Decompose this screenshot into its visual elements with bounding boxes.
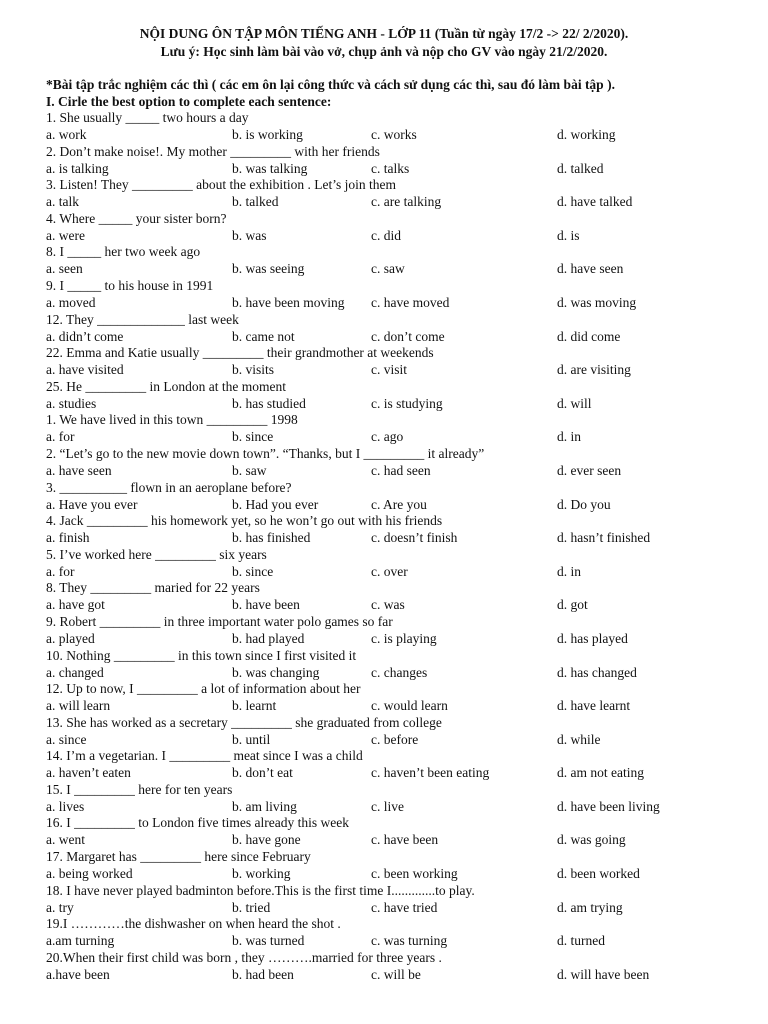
option-c: c. Are you (371, 496, 427, 512)
option-d: d. while (557, 731, 601, 747)
option-d: d. am not eating (557, 765, 644, 781)
option-a: a. have visited (46, 362, 124, 378)
option-d: d. will (557, 395, 592, 411)
option-a: a. have seen (46, 462, 112, 478)
question-item (0, 243, 768, 277)
option-a: a. is talking (46, 160, 109, 176)
option-c: c. had seen (371, 462, 431, 478)
option-a: a. try (46, 899, 74, 915)
worksheet-title: NỘI DUNG ÔN TẬP MÔN TIẾNG ANH - LỚP 11 (Tuần từ ngày 17/2 -> 22/ 2/2020). (139, 26, 629, 41)
question-item (0, 445, 768, 479)
question-item (0, 411, 768, 445)
question-item (0, 512, 768, 546)
option-d: d. has played (557, 630, 628, 646)
option-d: d. ever seen (557, 462, 622, 478)
option-a: a. for (46, 429, 75, 445)
option-d: d. turned (557, 933, 605, 949)
question-stem: 20.When their first child was born , they ……….married for three years . (46, 949, 442, 965)
question-item (0, 781, 768, 815)
question-stem: 19.I …………the dishwasher on when heard the shot . (46, 916, 341, 932)
option-b: b. came not (232, 328, 295, 344)
question-stem: 14. I’m a vegetarian. I _________ meat since I was a child (46, 748, 363, 764)
option-d: d. has changed (557, 664, 637, 680)
option-a: a. didn’t come (46, 328, 124, 344)
question-item (0, 546, 768, 580)
option-d: d. working (557, 127, 616, 142)
option-d: d. hasn’t finished (557, 530, 651, 546)
option-a: a. played (46, 630, 95, 646)
question-stem: 22. Emma and Katie usually _________ their grandmother at weekends (46, 345, 434, 361)
option-a: a. studies (46, 395, 97, 411)
question-item (0, 747, 768, 781)
option-a: a. will learn (46, 698, 111, 714)
question-item (0, 479, 768, 513)
question-stem: 8. They _________ maried for 22 years (46, 580, 260, 596)
option-b: b. have gone (232, 832, 301, 848)
option-b: b. have been moving (232, 294, 345, 310)
option-b: b. am living (232, 798, 297, 814)
option-c: c. are talking (371, 194, 442, 210)
submission-note: Lưu ý: Học sinh làm bài vào vở, chụp ảnh và nộp cho GV vào ngày 21/2/2020. (160, 44, 608, 59)
option-b: b. was talking (232, 160, 308, 176)
option-a: a. were (46, 227, 85, 243)
option-d: d. will have been (557, 966, 650, 982)
option-b: b. was seeing (232, 261, 305, 277)
option-d: d. are visiting (557, 362, 631, 378)
option-a: a. went (46, 832, 85, 848)
option-b: b. has studied (232, 395, 306, 411)
option-a: a.am turning (46, 933, 115, 949)
option-c: c. have been (371, 832, 439, 848)
option-b: b. has finished (232, 530, 311, 546)
question-stem: 4. Where _____ your sister born? (46, 210, 227, 226)
option-c: c. did (371, 227, 401, 243)
question-item (0, 915, 768, 949)
question-item (0, 109, 768, 143)
option-a: a. seen (46, 261, 83, 277)
question-stem: 2. “Let’s go to the new movie down town”. “Thanks, but I _________ it already” (46, 445, 485, 461)
question-stem: 17. Margaret has _________ here since February (46, 849, 311, 865)
question-item (0, 344, 768, 378)
question-stem: 5. I’ve worked here _________ six years (46, 546, 267, 562)
option-a: a. for (46, 563, 75, 579)
option-a: a. since (46, 731, 87, 747)
option-d: d. have been living (557, 798, 660, 814)
option-c: c. don’t come (371, 328, 445, 344)
option-c: c. works (371, 127, 417, 142)
option-d: d. been worked (557, 866, 640, 882)
option-c: c. visit (371, 362, 407, 378)
option-d: d. Do you (557, 496, 611, 512)
option-b: b. have been (232, 597, 300, 613)
question-stem: 9. Robert _________ in three important water polo games so far (46, 613, 393, 629)
option-a: a. changed (46, 664, 104, 680)
option-c: c. before (371, 731, 419, 747)
option-c: c. changes (371, 664, 428, 680)
option-c: c. talks (371, 160, 410, 176)
option-d: d. have talked (557, 194, 633, 210)
question-item (0, 143, 768, 177)
option-b: b. was turned (232, 933, 305, 949)
exercise-instruction: *Bài tập trắc nghiệm các thì ( các em ôn lại công thức và cách sử dụng các thì, sau đó làm bài tập ). (46, 77, 615, 92)
question-stem: 9. I _____ to his house in 1991 (46, 277, 214, 293)
question-item (0, 949, 768, 983)
option-c: c. saw (371, 261, 405, 277)
question-item (0, 613, 768, 647)
option-c: c. would learn (371, 698, 448, 714)
question-stem: 15. I _________ here for ten years (46, 781, 233, 797)
option-c: c. haven’t been eating (371, 765, 490, 781)
question-stem: 8. I _____ her two week ago (46, 244, 201, 260)
option-b: b. until (232, 731, 271, 747)
option-b: b. since (232, 563, 274, 579)
option-c: c. over (371, 563, 408, 579)
option-d: d. in (557, 563, 582, 579)
option-a: a. moved (46, 294, 96, 310)
question-item (0, 714, 768, 748)
option-d: d. is (557, 227, 580, 243)
question-stem: 12. Up to now, I _________ a lot of information about her (46, 681, 361, 697)
option-b: b. talked (232, 194, 279, 210)
question-item (0, 378, 768, 412)
option-c: c. was turning (371, 933, 448, 949)
question-item (0, 311, 768, 345)
option-c: c. is playing (371, 630, 437, 646)
option-c: c. live (371, 798, 404, 814)
option-b: b. was changing (232, 664, 320, 680)
option-c: c. ago (371, 429, 404, 445)
question-item (0, 277, 768, 311)
option-c: c. will be (371, 966, 421, 982)
option-d: d. am trying (557, 899, 623, 915)
question-item (0, 848, 768, 882)
option-c: c. doesn’t finish (371, 530, 458, 546)
question-item (0, 579, 768, 613)
option-b: b. was (232, 227, 267, 243)
question-stem: 12. They _____________ last week (46, 311, 239, 327)
option-b: b. had been (232, 966, 294, 982)
option-b: b. since (232, 429, 274, 445)
question-stem: 10. Nothing _________ in this town since I first visited it (46, 647, 357, 663)
option-b: b. had played (232, 630, 305, 646)
option-c: c. is studying (371, 395, 443, 411)
option-c: c. have tried (371, 899, 438, 915)
question-stem: 1. She usually _____ two hours a day (46, 110, 249, 125)
question-stem: 3. __________ flown in an aeroplane before? (46, 479, 292, 495)
option-d: d. was going (557, 832, 626, 848)
option-c: c. have moved (371, 294, 450, 310)
question-item (0, 176, 768, 210)
question-stem: 2. Don’t make noise!. My mother _________ with her friends (46, 143, 380, 159)
option-a: a. finish (46, 530, 90, 546)
option-a: a. work (46, 127, 87, 142)
option-a: a. have got (46, 597, 105, 613)
option-a: a. lives (46, 798, 85, 814)
question-stem: 25. He _________ in London at the moment (46, 378, 286, 394)
question-item (0, 647, 768, 681)
option-b: b. is working (232, 127, 303, 142)
question-item (0, 210, 768, 244)
option-a: a. Have you ever (46, 496, 138, 512)
option-c: c. been working (371, 866, 458, 882)
option-d: d. have seen (557, 261, 624, 277)
option-d: d. did come (557, 328, 621, 344)
option-b: b. Had you ever (232, 496, 319, 512)
option-b: b. learnt (232, 698, 277, 714)
question-stem: 13. She has worked as a secretary _________ she graduated from college (46, 714, 442, 730)
option-b: b. saw (232, 462, 267, 478)
question-item (0, 680, 768, 714)
question-item (0, 882, 768, 916)
option-b: b. tried (232, 899, 271, 915)
question-list (0, 109, 768, 982)
option-d: d. in (557, 429, 582, 445)
option-a: a. being worked (46, 866, 133, 882)
option-d: d. was moving (557, 294, 637, 310)
question-stem: 3. Listen! They _________ about the exhibition . Let’s join them (46, 177, 396, 193)
option-b: b. don’t eat (232, 765, 293, 781)
question-stem: 16. I _________ to London five times already this week (46, 815, 349, 831)
option-a: a. talk (46, 194, 79, 210)
option-b: b. working (232, 866, 291, 882)
option-d: d. talked (557, 160, 604, 176)
option-a: a.have been (46, 966, 110, 982)
question-stem: 4. Jack _________ his homework yet, so he won’t go out with his friends (46, 513, 443, 529)
question-stem: 18. I have never played badminton before.This is the first time I.............to play. (46, 882, 475, 898)
option-c: c. was (371, 597, 405, 613)
option-b: b. visits (232, 362, 275, 378)
option-d: d. got (557, 597, 588, 613)
option-a: a. haven’t eaten (46, 765, 131, 781)
option-d: d. have learnt (557, 698, 631, 714)
question-stem: 1. We have lived in this town _________ 1998 (46, 412, 298, 428)
question-item (0, 814, 768, 848)
section-title: I. Cirle the best option to complete each sentence: (46, 94, 332, 109)
